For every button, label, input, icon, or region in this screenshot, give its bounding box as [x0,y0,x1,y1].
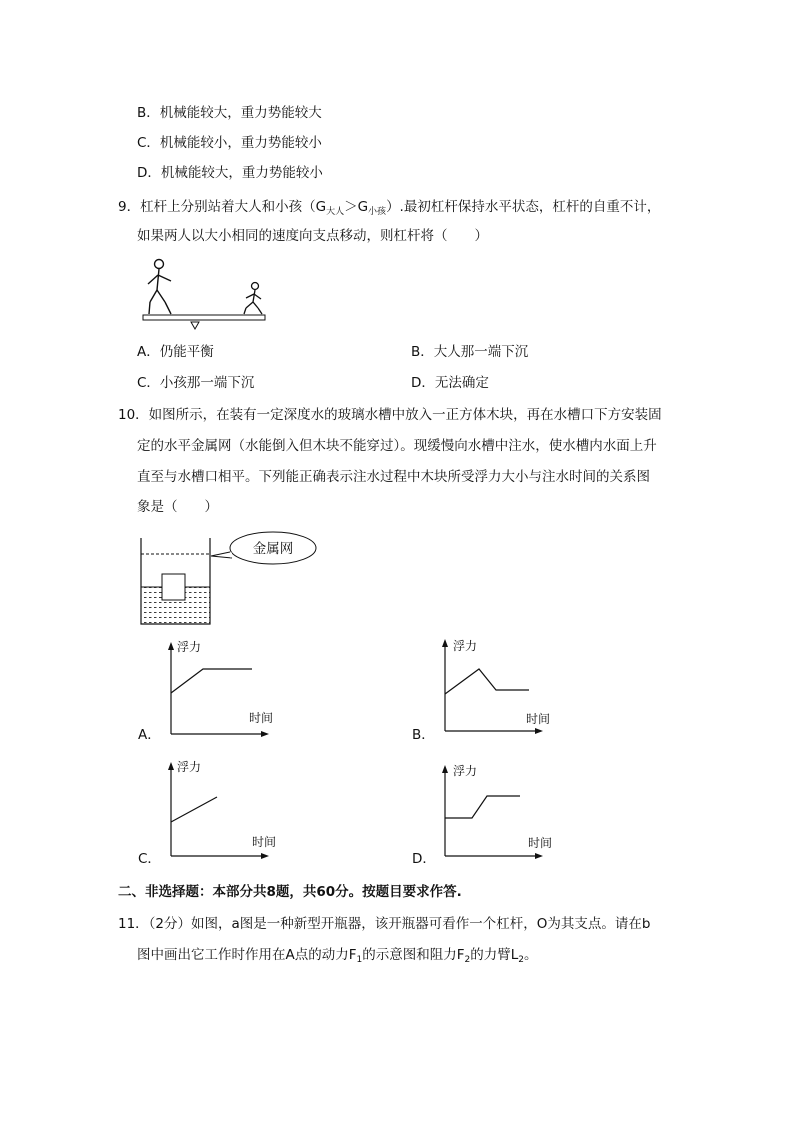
q9-sub-adult: 大人 [326,207,345,217]
graph-c-y-arrow [168,762,174,770]
graph-b-y-label: 浮力 [453,639,478,653]
fulcrum-triangle [191,322,199,329]
graph-b-y-arrow [442,639,448,647]
q11-sub-l2: 2 [518,955,524,965]
q10-stem-line1: 10．如图所示，在装有一定深度水的玻璃水槽中放入一正方体木块，再在水槽口下方安装固 [118,407,662,423]
graph-d-y-arrow [442,765,448,773]
q9-option-c: C．小孩那一端下沉 [137,375,255,391]
graph-a-curve [171,669,252,693]
graph-a-y-label: 浮力 [177,640,202,654]
net-label: 金属网 [252,541,294,557]
q11-sub-f1: 1 [356,955,363,965]
q10-stem-line3: 直至与水槽口相平。下列能正确表示注水过程中木块所受浮力大小与注水时间的关系图 [137,469,650,485]
graph-a-y-arrow [168,642,174,650]
graph-d-x-label: 时间 [528,836,553,850]
graph-b-x-label: 时间 [526,712,551,726]
graph-c-option: C． [138,851,161,867]
q11-line2-part1: 图中画出它工作时作用在A点的动力F [137,947,357,963]
q9-option-b: B．大人那一端下沉 [411,344,529,360]
graph-a-x-arrow [261,731,269,737]
q11-line2-part4: 。 [524,947,538,963]
q9-option-d: D．无法确定 [411,375,489,391]
graph-a [160,640,290,740]
graph-b-x-arrow [535,728,543,734]
net-callout-bubble [211,552,232,558]
child-figure [244,283,262,315]
graph-b-option: B． [412,727,435,743]
graph-b [432,632,562,732]
graph-d-y-label: 浮力 [453,764,478,778]
q8-option-b: B．机械能较大，重力势能较大 [137,105,322,121]
adult-figure [148,260,171,315]
q11-line2-part2: 的示意图和阻力F [362,947,465,963]
q9-gt: ＞G [344,199,369,215]
lever-plank [143,315,265,320]
graph-c-x-label: 时间 [252,835,277,849]
graph-c [160,760,290,860]
q11-line2 [137,945,538,970]
graph-c-x-arrow [261,853,269,859]
q9-stem-part2: ）.最初杠杆保持水平状态，杠杆的自重不计， [386,199,661,215]
q11-sub-f2: 2 [464,955,471,965]
q10-stem-line4: 象是（ ） [137,499,218,515]
graph-c-y-label: 浮力 [177,760,202,774]
q8-option-c: C．机械能较小，重力势能较小 [137,135,322,151]
q11-line1: 11．（2分）如图，a图是一种新型开瓶器，该开瓶器可看作一个杠杆，O为其支点。请在b [118,916,651,932]
graph-c-curve [171,797,217,822]
q9-option-a: A．仍能平衡 [137,344,214,360]
q9-stem-part1: 9．杠杆上分别站着大人和小孩（G [118,199,327,215]
seesaw-figure [138,255,278,335]
graph-a-x-label: 时间 [249,711,274,725]
graph-d [432,760,562,860]
wood-block [162,574,185,600]
q9-sub-child: 小孩 [368,207,387,217]
graph-d-option: D． [412,851,436,867]
q8-option-d: D．机械能较大，重力势能较小 [137,165,323,181]
graph-d-curve [445,796,520,818]
q11-line2-part3: 的力臂L [470,947,519,963]
water-tank-figure [134,530,334,630]
section2-heading: 二、非选择题：本部分共8题，共60分。按题目要求作答. [118,884,462,900]
graph-b-curve [445,669,529,694]
graph-d-x-arrow [535,853,543,859]
q9-stem-line2: 如果两人以大小相同的速度向支点移动，则杠杆将（ ） [137,228,488,244]
q9-stem-line1 [118,197,660,222]
q10-stem-line2: 定的水平金属网（水能倒入但木块不能穿过）。现缓慢向水槽中注水，使水槽内水面上升 [137,438,657,454]
graph-a-option: A． [138,727,161,743]
